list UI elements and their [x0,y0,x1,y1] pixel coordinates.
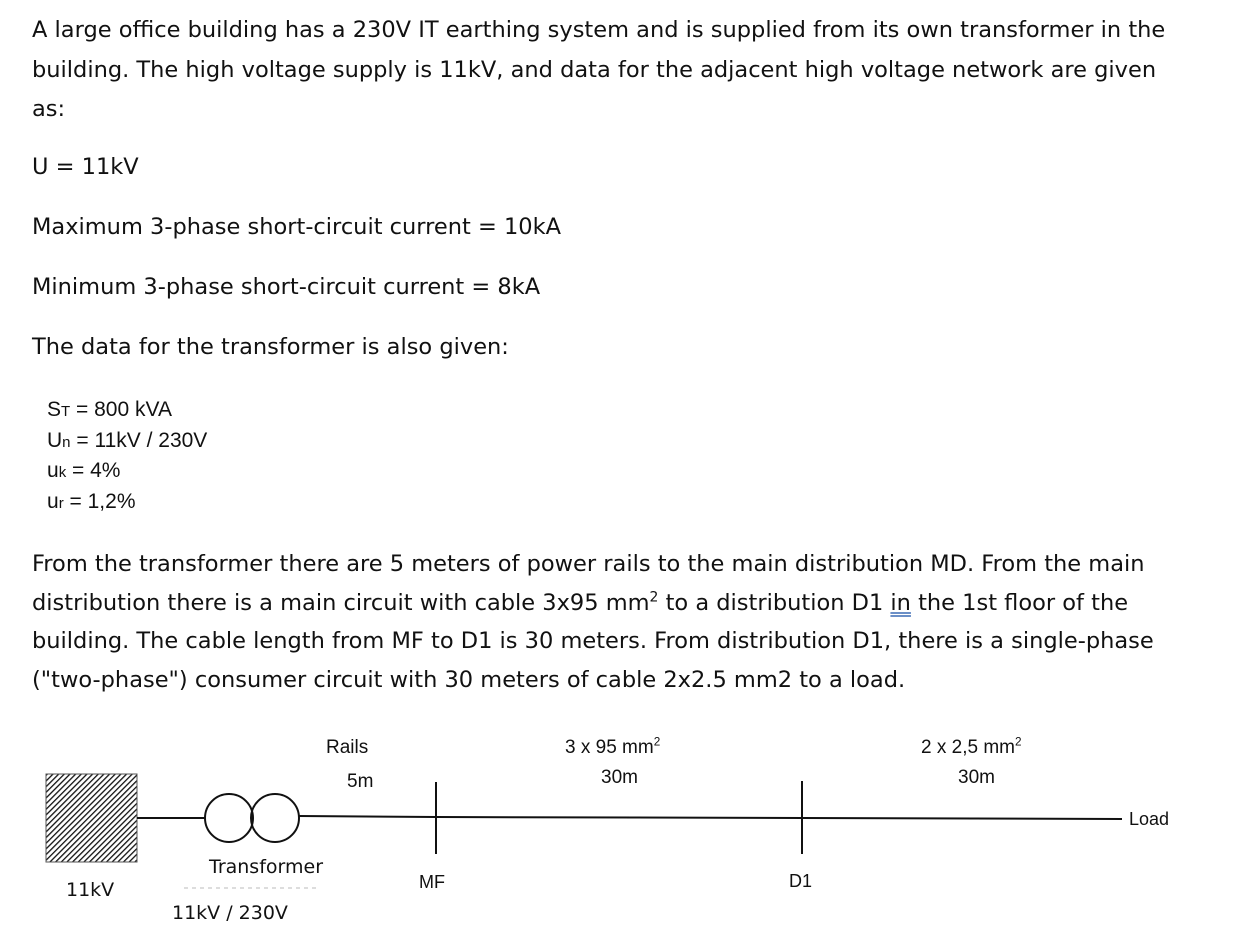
transformer-winding-primary [205,794,253,842]
rails-length: 5m [347,771,374,792]
network-voltage: U = 11kV [32,154,139,180]
intro-line-3: as: [32,96,66,122]
intro-line-2: building. The high voltage supply is 11kV, and data for the adjacent high voltage network are given [32,57,1157,83]
single-line-diagram [0,730,1241,941]
hv-network-source [46,774,137,862]
consumer-cable-line [802,818,1122,819]
d1-label: D1 [789,871,813,891]
transformer-data [47,396,207,518]
network-min-short-circuit: Minimum 3-phase short-circuit current = 8kA [32,274,541,300]
transformer-voltage: Un = 11kV / 230V [47,428,208,452]
transformer-winding-secondary [251,794,299,842]
transformer-uk: uk = 4% [47,459,121,482]
transformer-rating: ST = 800 kVA [47,398,172,421]
description-line-3: building. The cable length from MF to D1 is 30 meters. From distribution D1, there is a single-phase [32,628,1154,654]
main-cable-size: 3 x 95 $mm^2$ [565,735,661,758]
main-cable-length: 30m [601,767,638,788]
transformer-label: Transformer [209,856,324,878]
transformer-intro: The data for the transformer is also given: [32,334,509,360]
consumer-cable-length: 30m [958,767,995,788]
rails-label: Rails [326,737,369,758]
transformer-ratio-label: 11kV / 230V [172,902,288,924]
power-rails-line [299,816,436,817]
source-voltage-label: 11kV [66,879,115,901]
intro-line-1: A large office building has a 230V IT earthing system and is supplied from its own transformer in the [32,17,1166,43]
consumer-cable-size: 2 x 2,5 $mm^2$ [921,735,1022,758]
load-label: Load [1129,809,1170,829]
transformer-ur: ur = 1,2% [47,489,136,513]
description-line-1: From the transformer there are 5 meters of power rails to the main distribution MD. From the main [32,551,1145,577]
description-line-4: ("two-phase") consumer circuit with 30 meters of cable 2x2.5 mm2 to a load. [32,667,906,693]
mf-label: MF [419,872,445,892]
network-max-short-circuit: Maximum 3-phase short-circuit current = 10kA [32,214,562,240]
description-line-2: distribution there is a main circuit with cable 3x95 $mm^2$ to a distribution D1 in the 1st floor of the [32,589,1129,616]
main-cable-line [436,817,802,818]
